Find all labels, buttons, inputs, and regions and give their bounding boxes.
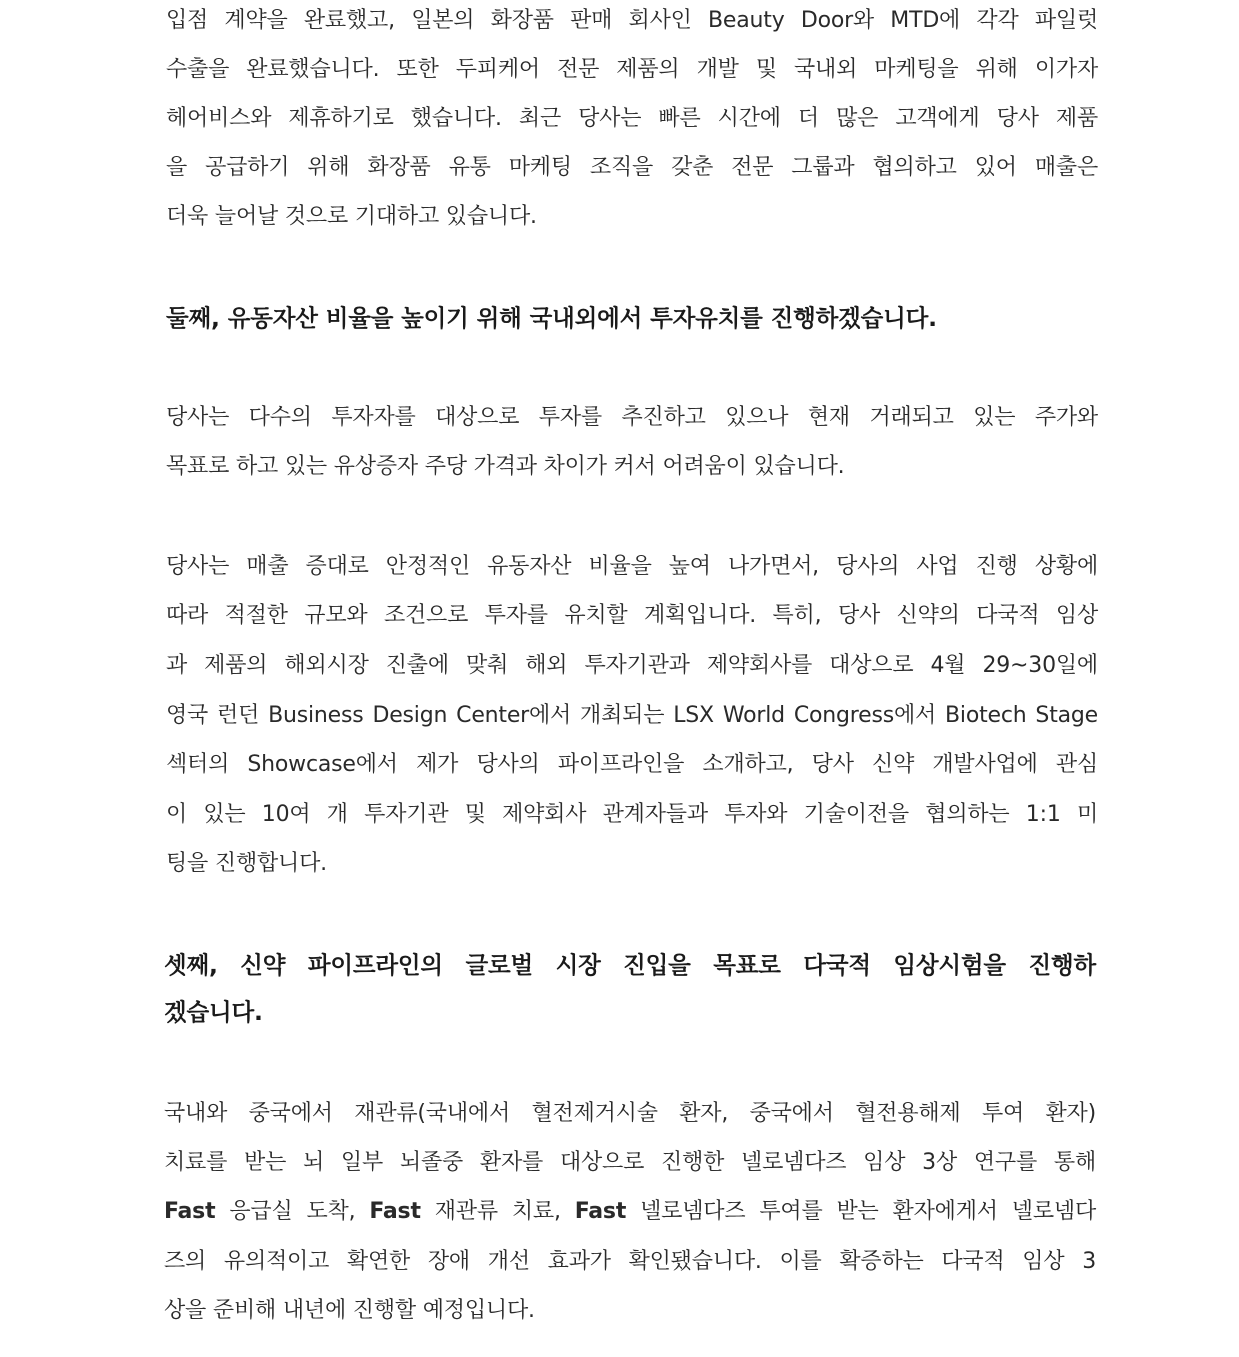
- paragraph-4-line: 치료를 받는 뇌 일부 뇌졸중 환자를 대상으로 진행한 넬로넴다즈 임상 3상 연구를 통해: [164, 1150, 1096, 1175]
- paragraph-1-line: 수출을 완료했습니다. 또한 두피케어 전문 제품의 개발 및 국내외 마케팅을 위해 이가자: [166, 57, 1098, 82]
- paragraph-3-line: 영국 런던 Business Design Center에서 개최되는 LSX World Congress에서 Biotech Stage: [166, 703, 1098, 728]
- text-segment: 넬로넴다즈 투여를 받는 환자에게서 넬로넴다: [626, 1199, 1096, 1224]
- paragraph-4-line: 상을 준비해 내년에 진행할 예정입니다.: [164, 1298, 535, 1323]
- section-heading-third-cont: 겠습니다.: [164, 998, 263, 1026]
- paragraph-3-line: 섹터의 Showcase에서 제가 당사의 파이프라인을 소개하고, 당사 신약 개발사업에 관심: [166, 752, 1098, 777]
- section-heading-second: 둘째, 유동자산 비율을 높이기 위해 국내외에서 투자유치를 진행하겠습니다.: [166, 304, 937, 332]
- bold-fast: Fast: [574, 1199, 627, 1224]
- paragraph-2-line: 목표로 하고 있는 유상증자 주당 가격과 차이가 커서 어려움이 있습니다.: [166, 454, 845, 479]
- paragraph-3-line: 따라 적절한 규모와 조건으로 투자를 유치할 계획입니다. 특히, 당사 신약의 다국적 임상: [166, 603, 1098, 628]
- paragraph-4-line: 국내와 중국에서 재관류(국내에서 혈전제거시술 환자, 중국에서 혈전용해제 투여 환자): [164, 1101, 1096, 1126]
- paragraph-4-line-bold-mix: [164, 1192, 1096, 1232]
- bold-fast: Fast: [369, 1199, 421, 1224]
- paragraph-3-line: 팅을 진행합니다.: [166, 851, 327, 876]
- paragraph-1-line: 을 공급하기 위해 화장품 유통 마케팅 조직을 갖춘 전문 그룹과 협의하고 있어 매출은: [166, 155, 1098, 180]
- paragraph-3-line: 이 있는 10여 개 투자기관 및 제약회사 관계자들과 투자와 기술이전을 협의하는 1:1 미: [166, 802, 1098, 827]
- paragraph-4-line: 즈의 유의적이고 확연한 장애 개선 효과가 확인됐습니다. 이를 확증하는 다국적 임상 3: [164, 1249, 1096, 1274]
- section-heading-third: 셋째, 신약 파이프라인의 글로벌 시장 진입을 목표로 다국적 임상시험을 진행하: [164, 951, 1096, 979]
- paragraph-1-line: 더욱 늘어날 것으로 기대하고 있습니다.: [166, 204, 537, 229]
- text-segment: 재관류 치료,: [420, 1199, 575, 1224]
- text-segment: 응급실 도착,: [215, 1199, 370, 1224]
- paragraph-3-line: 과 제품의 해외시장 진출에 맞춰 해외 투자기관과 제약회사를 대상으로 4월 29~30일에: [166, 653, 1098, 678]
- paragraph-1-line: 헤어비스와 제휴하기로 했습니다. 최근 당사는 빠른 시간에 더 많은 고객에게 당사 제품: [166, 106, 1098, 131]
- paragraph-1-line: 입점 계약을 완료했고, 일본의 화장품 판매 회사인 Beauty Door와 MTD에 각각 파일럿: [166, 8, 1098, 33]
- paragraph-2-line: 당사는 다수의 투자자를 대상으로 투자를 추진하고 있으나 현재 거래되고 있는 주가와: [166, 405, 1098, 430]
- bold-fast: Fast: [164, 1199, 216, 1224]
- paragraph-3-line: 당사는 매출 증대로 안정적인 유동자산 비율을 높여 나가면서, 당사의 사업 진행 상황에: [166, 554, 1098, 579]
